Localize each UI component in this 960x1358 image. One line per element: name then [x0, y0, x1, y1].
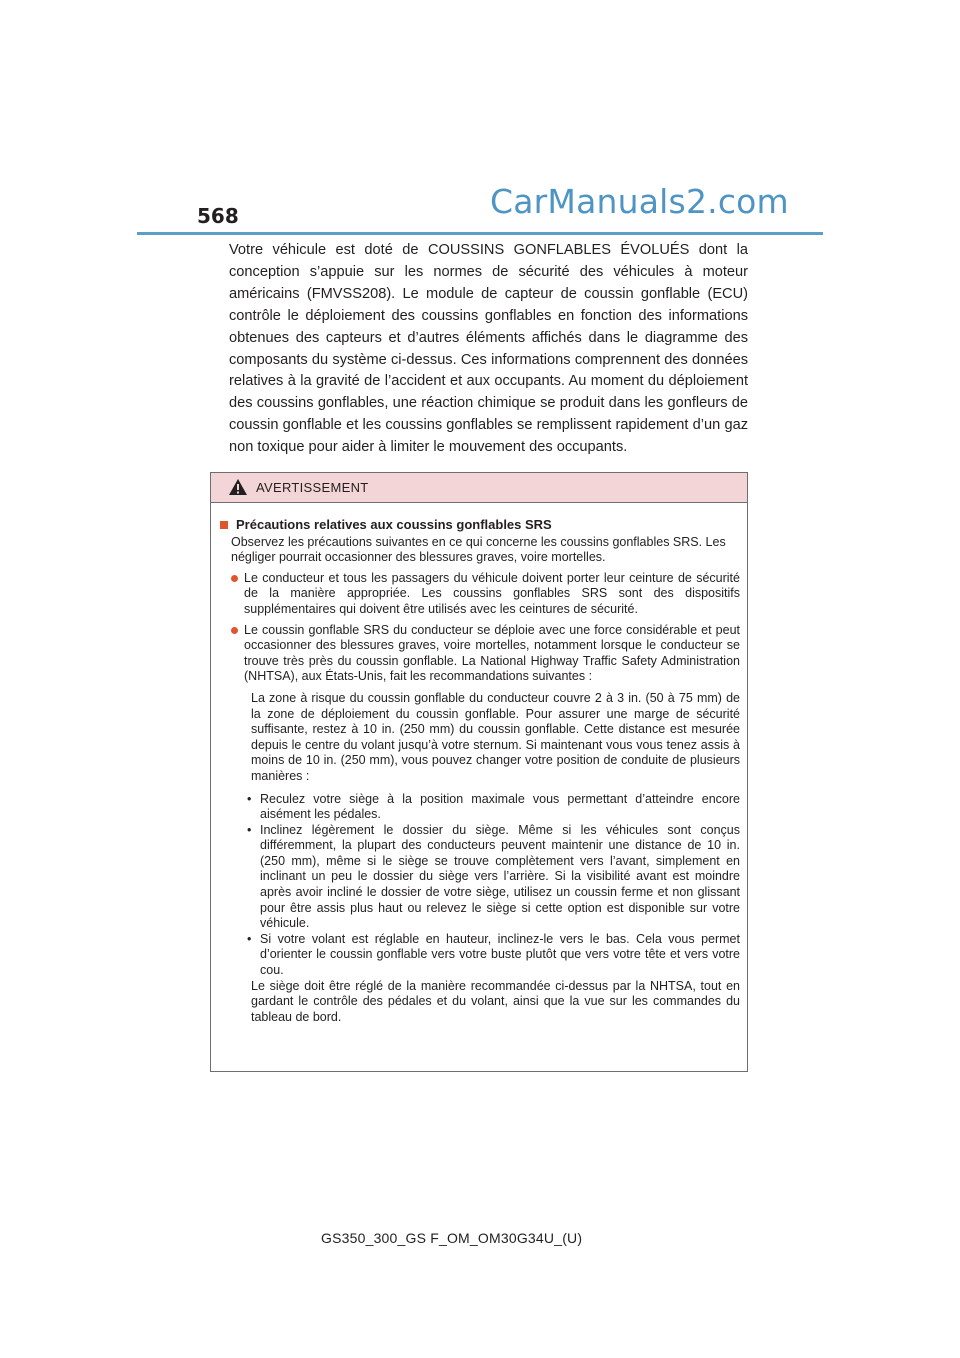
section-heading — [220, 517, 740, 533]
bullet-text: Inclinez légèrement le dossier du siège. Même si les véhicules sont conçus différemment, la plupart des conducteurs peuvent maintenir une distance de 10 in. (250 mm), même si le siège se trouve complètement vers l’avant, simplement en inclinant un peu le dossier du siège vers l’arrière. Si la visibilité avant est moindre après avoir incliné le dossier de votre siège, utilisez un coussin ferme et non glissant pour être assis plus haut ou relevez le siège si cette option est disponible sur votre véhicule. — [260, 822, 740, 931]
bullet-mark: • — [247, 822, 252, 837]
list-item — [220, 623, 740, 685]
list-item — [245, 792, 740, 823]
bullet-mark: • — [247, 931, 252, 946]
list-item — [245, 932, 740, 979]
item-text: Le conducteur et tous les passagers du véhicule doivent porter leur ceinture de sécurité de la manière appropriée. Les coussins gonflables SRS sont des dispositifs supplémentaires qui doivent être utilisés avec les ceintures de sécurité. — [244, 570, 740, 616]
section-title: Précautions relatives aux coussins gonflables SRS — [236, 517, 552, 532]
dot-bullet-icon — [231, 575, 238, 582]
list-item — [245, 823, 740, 932]
intro-paragraph: Votre véhicule est doté de COUSSINS GONFLABLES ÉVOLUÉS dont la conception s’appuie sur les normes de sécurité des véhicules à moteur américains (FMVSS208). Le module de capteur de coussin gonflable (ECU) contrôle le déploiement des coussins gonflables en fonction des informations obtenues des capteurs et d’autres éléments affichés dans le diagramme des composants du système ci-dessus. Ces informations comprennent des données relatives à la gravité de l’accident et aux occupants. Au moment du déploiement des coussins gonflables, une réaction chimique se produit dans les gonfleurs de coussin gonflable et les coussins gonflables se remplissent rapidement d’un gaz non toxique pour aider à limiter le mouvement des occupants. — [229, 242, 748, 456]
bullet-text: Reculez votre siège à la position maximale vous permettant d’atteindre encore aisément les pédales. — [260, 791, 740, 822]
recommendation-list — [245, 792, 740, 979]
warning-header — [211, 473, 747, 503]
section-intro: Observez les précautions suivantes en ce qui concerne les coussins gonflables SRS. Les négliger pourrait occasionner des blessures graves, voire mortelles. — [231, 534, 726, 565]
page-number: 568 — [197, 204, 239, 228]
warning-body — [211, 503, 747, 1025]
warning-box — [210, 472, 748, 1072]
bullet-mark: • — [247, 791, 252, 806]
list-item — [220, 571, 740, 618]
watermark: CarManuals2.com — [490, 182, 789, 221]
square-bullet-icon — [220, 521, 228, 529]
item-detail: La zone à risque du coussin gonflable du conducteur couvre 2 à 3 in. (50 à 75 mm) de la zone de déploiement du coussin gonflable. Pour assurer une marge de sécurité suffisante, restez à 10 in. (250 mm) du coussin gonflable. Cette distance est mesurée depuis le centre du volant jusqu’à votre sternum. Si maintenant vous vous tenez assis à moins de 10 in. (250 mm), vous pouvez changer votre position de conduite de plusieurs manières : — [251, 690, 740, 783]
item-text: Le coussin gonflable SRS du conducteur se déploie avec une force considérable et peut occasionner des blessures graves, voire mortelles, notamment lorsque le conducteur se trouve très près du coussin gonflable. La National Highway Traffic Safety Administration (NHTSA), aux États-Unis, fait les recommandations suivantes : — [244, 622, 740, 684]
warning-triangle-icon — [228, 478, 248, 496]
dot-bullet-icon — [231, 627, 238, 634]
header-rule — [137, 232, 823, 235]
bullet-text: Si votre volant est réglable en hauteur, inclinez-le vers le bas. Cela vous permet d’orienter le coussin gonflable vers votre buste plutôt que vers votre tête et vers votre cou. — [260, 931, 740, 978]
footer-code: GS350_300_GS F_OM_OM30G34U_(U) — [321, 1230, 583, 1246]
warning-title: AVERTISSEMENT — [256, 480, 369, 495]
closing-paragraph: Le siège doit être réglé de la manière recommandée ci-dessus par la NHTSA, tout en gardant le contrôle des pédales et du volant, ainsi que la vue sur les commandes du tableau de bord. — [251, 978, 740, 1024]
